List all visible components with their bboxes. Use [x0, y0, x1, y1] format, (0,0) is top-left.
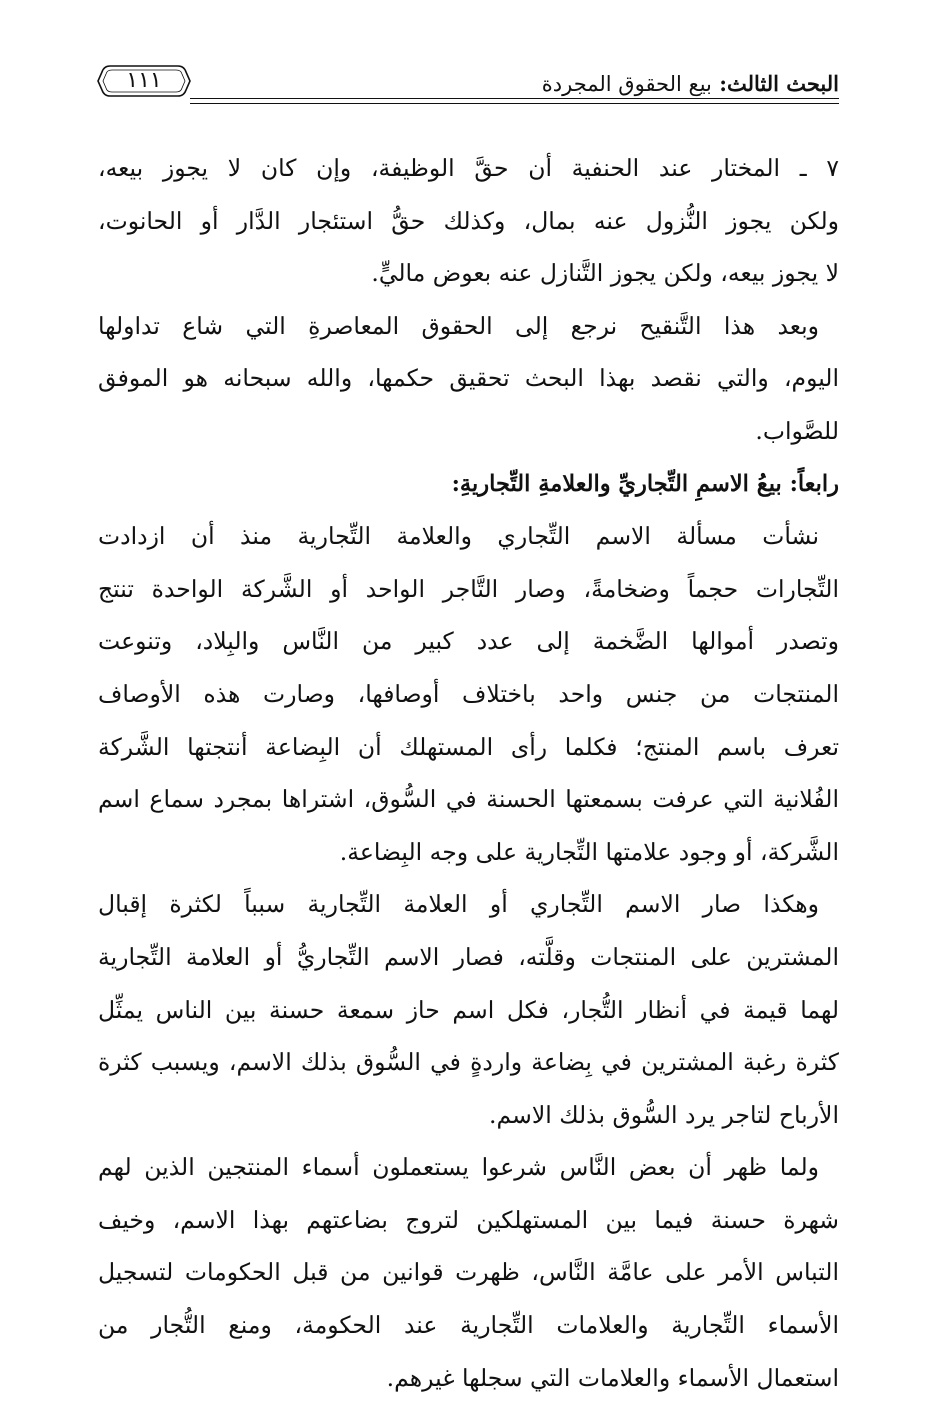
section-heading: رابعاً: بيعُ الاسمِ التِّجاريِّ والعلامةِ التِّجاريةِ: — [451, 470, 839, 497]
text-line: لا يجوز بيعه، ولكن يجوز التَّنازل عنه بعوض ماليٍّ. — [371, 259, 839, 288]
text-line: المنتجات من جنس واحد باختلاف أوصافها، وصارت هذه الأوصاف — [98, 679, 839, 708]
text-line: وهكذا صار الاسم التِّجاري أو العلامة التِّجارية سبباً لكثرة إقبال — [98, 890, 819, 919]
body-text — [98, 142, 839, 1404]
text-line: استعمال الأسماء والعلامات التي سجلها غيرهم. — [386, 1363, 839, 1392]
page-number: ١١١ — [126, 68, 162, 93]
text-line: الأرباح لتاجر يرد السُّوق بذلك الاسم. — [489, 1100, 839, 1129]
text-line: المشترين على المنتجات وقلَّته، فصار الاسم التِّجاريُّ أو العلامة التِّجارية — [98, 942, 839, 971]
text-line: وتصدر أموالها الضَّخمة إلى عدد كبير من النَّاس والبِلاد، وتنوعت — [98, 627, 839, 656]
text-line: ولكن يجوز النُّزول عنه بمال، وكذلك حقُّ استئجار الدَّار أو الحانوت، — [98, 206, 839, 235]
text-line: تعرف باسم المنتج؛ فكلما رأى المستهلك أن البِضاعة أنتجتها الشَّركة — [98, 732, 839, 761]
section-label: البحث الثالث: — [719, 71, 839, 96]
text-line: الأسماء التِّجارية والعلامات التِّجارية عند الحكومة، ومنع التُّجار من — [98, 1311, 839, 1340]
text-line: للصَّواب. — [755, 416, 839, 445]
section-title: بيع الحقوق المجردة — [541, 72, 712, 96]
text-line: شهرة حسنة فيما بين المستهلكين لتروج بضاعتهم بهذا الاسم، وخيف — [98, 1205, 839, 1234]
text-line: اليوم، والتي نقصد بهذا البحث تحقيق حكمها، والله سبحانه هو الموفق — [98, 364, 839, 393]
text-line: ٧ ـ المختار عند الحنفية أن حقَّ الوظيفة، وإن كان لا يجوز بيعه، — [98, 154, 839, 182]
running-header — [542, 70, 839, 98]
text-line: كثرة رغبة المشترين في بِضاعة واردةٍ في السُّوق بذلك الاسم، ويسبب كثرة — [98, 1048, 839, 1077]
page-number-ornament — [96, 58, 192, 104]
text-line: نشأت مسألة الاسم التِّجاري والعلامة التِّجارية منذ أن ازدادت — [98, 522, 819, 551]
text-line: لهما قيمة في أنظار التُّجار، فكل اسم حاز سمعة حسنة بين الناس يمثِّل — [98, 995, 839, 1024]
text-line: ولما ظهر أن بعض النَّاس شرعوا يستعملون أسماء المنتجين الذين لهم — [98, 1153, 819, 1182]
text-line: الشَّركة، أو وجود علامتها التِّجارية على وجه البِضاعة. — [339, 837, 839, 866]
text-line: وبعد هذا التَّنقيح نرجع إلى الحقوق المعاصرةِ التي شاع تداولها — [98, 311, 819, 340]
header-rule — [190, 98, 839, 99]
text-line: التباس الأمر على عامَّة النَّاس، ظهرت قوانين من قبل الحكومات لتسجيل — [98, 1258, 839, 1287]
text-line: التِّجارات حجماً وضخامةً، وصار التَّاجر الواحد أو الشَّركة الواحدة تنتج — [98, 574, 839, 603]
text-line: الفُلانية التي عرفت بسمعتها الحسنة في السُّوق، اشتراها بمجرد سماع اسم — [98, 785, 839, 814]
header-rule-thin — [190, 103, 839, 104]
